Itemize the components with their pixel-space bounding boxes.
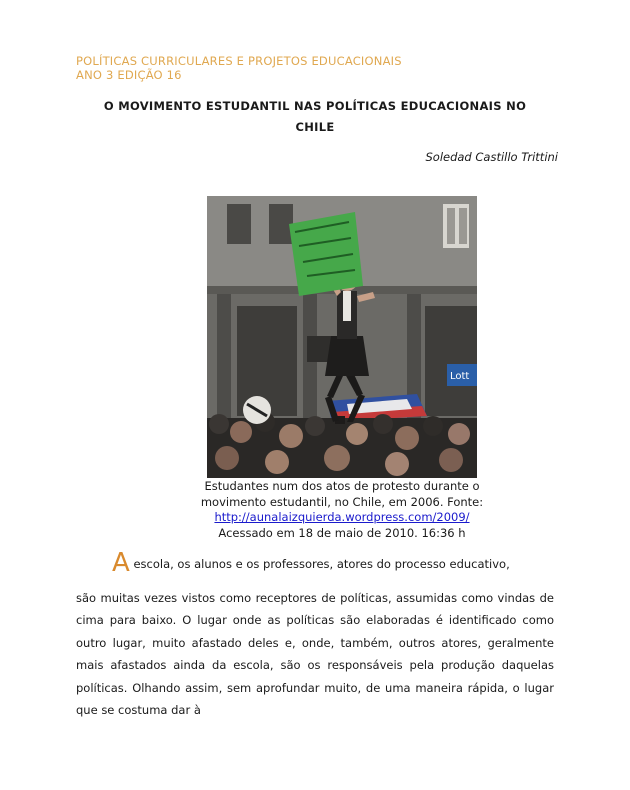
first-line-text: escola, os alunos e os professores, atores do processo educativo, [133, 557, 510, 571]
caption-line-2: movimento estudantil, no Chile, em 2006. Fonte: [200, 494, 484, 509]
journal-issue: ANO 3 EDIÇÃO 16 [76, 68, 182, 82]
caption-line-1: Estudantes num dos atos de protesto durante o [204, 479, 480, 493]
body-paragraph: são muitas vezes vistos como receptores de políticas, assumidas como vindas de cima para baixo. O lugar onde as políticas são elaboradas é identificado como outro lugar, muito afastado deles e, onde, também, outros atores, geralmente mais afastados ainda da escola, são os responsáveis pela produção daquelas políticas. Olhando assim, sem aprofundar muito, de uma maneira rápida, o lugar que se costuma dar à [76, 590, 554, 717]
title-line-2: CHILE [295, 120, 335, 134]
article-body [76, 548, 554, 722]
journal-header [76, 54, 402, 82]
journal-name: POLÍTICAS CURRICULARES E PROJETOS EDUCACIONAIS [76, 54, 402, 68]
photo-caption [150, 479, 534, 541]
drop-cap: A [112, 548, 130, 578]
caption-access-date: Acessado em 18 de maio de 2010. 16:36 h [218, 525, 466, 540]
source-link[interactable]: http://aunalaizquierda.wordpress.com/2009/ [214, 510, 470, 524]
article-author: Soledad Castillo Trittini [425, 150, 558, 164]
title-line-1: O MOVIMENTO ESTUDANTIL NAS POLÍTICAS EDUCACIONAIS NO [103, 99, 527, 113]
svg-text:Lott: Lott [450, 371, 470, 382]
first-line [76, 548, 554, 578]
article-title [60, 96, 570, 138]
protest-photo [207, 196, 477, 478]
